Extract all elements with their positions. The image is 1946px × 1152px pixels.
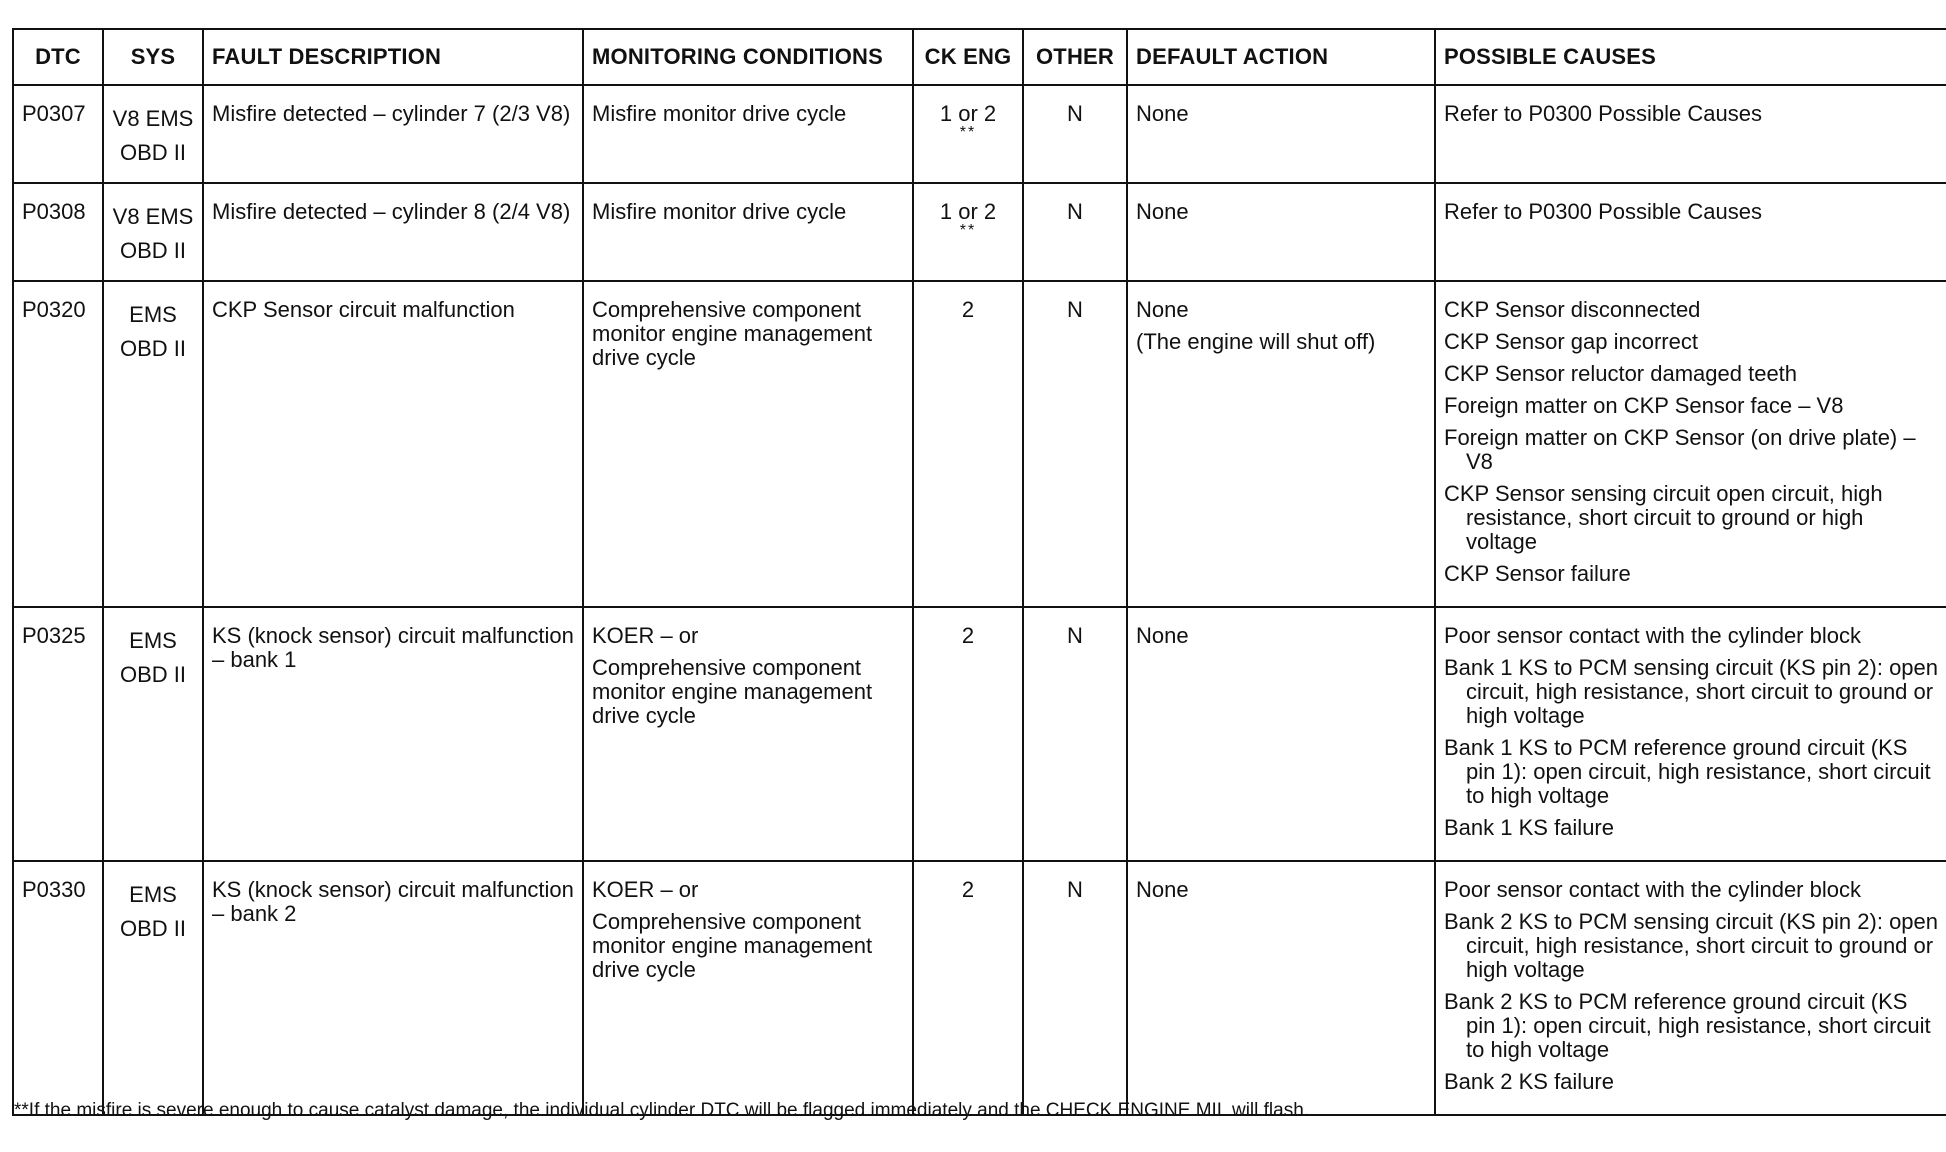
table-row <box>13 85 1946 183</box>
header-monitoring-conditions: MONITORING CONDITIONS <box>583 29 913 85</box>
cause-item: Poor sensor contact with the cylinder block <box>1444 877 1861 902</box>
dtc-code: P0307 <box>13 85 103 183</box>
ck-eng-value: 1 or 2 <box>939 199 997 224</box>
default-action-line: None <box>1136 199 1189 224</box>
sys-line: OBD II <box>119 238 186 263</box>
cause-item: Bank 1 KS to PCM sensing circuit (KS pin 2): open circuit, high resistance, short circuit to ground or high voltage <box>1444 655 1939 728</box>
other-value: N <box>1023 183 1127 281</box>
sys-cell <box>103 85 203 183</box>
other-value: N <box>1023 85 1127 183</box>
sys-cell <box>103 861 203 1115</box>
ck-eng-value: 2 <box>961 877 975 902</box>
fault-description: KS (knock sensor) circuit malfunction – bank 1 <box>203 607 583 861</box>
default-action <box>1127 607 1435 861</box>
monitoring-item: Misfire monitor drive cycle <box>592 199 847 224</box>
fault-description: KS (knock sensor) circuit malfunction – bank 2 <box>203 861 583 1115</box>
header-dtc: DTC <box>13 29 103 85</box>
cause-item: Foreign matter on CKP Sensor (on drive plate) – V8 <box>1444 425 1916 474</box>
other-value: N <box>1023 861 1127 1115</box>
cause-item: Bank 2 KS to PCM sensing circuit (KS pin 2): open circuit, high resistance, short circuit to ground or high voltage <box>1444 909 1939 982</box>
ck-eng-cell <box>913 861 1023 1115</box>
monitoring-item: Comprehensive component monitor engine management drive cycle <box>592 297 873 370</box>
ck-eng-cell <box>913 607 1023 861</box>
table-header <box>13 29 1946 85</box>
fault-description: Misfire detected – cylinder 7 (2/3 V8) <box>203 85 583 183</box>
sys-line: OBD II <box>119 662 186 687</box>
sys-line: OBD II <box>119 140 186 165</box>
table-row <box>13 281 1946 607</box>
default-action <box>1127 861 1435 1115</box>
dtc-table <box>12 28 1946 1116</box>
header-other: OTHER <box>1023 29 1127 85</box>
cause-item: Bank 1 KS failure <box>1444 815 1614 840</box>
default-action <box>1127 183 1435 281</box>
dtc-code: P0308 <box>13 183 103 281</box>
cause-item: CKP Sensor reluctor damaged teeth <box>1444 361 1798 386</box>
cause-item: CKP Sensor gap incorrect <box>1444 329 1698 354</box>
possible-causes <box>1435 183 1946 281</box>
sys-cell <box>103 281 203 607</box>
header-default-action: DEFAULT ACTION <box>1127 29 1435 85</box>
table-row <box>13 861 1946 1115</box>
monitoring-conditions <box>583 861 913 1115</box>
sys-line: V8 EMS <box>112 106 194 131</box>
sys-line: EMS <box>129 882 177 907</box>
header-ck-eng: CK ENG <box>913 29 1023 85</box>
ck-eng-footnote-mark: ** <box>959 124 977 141</box>
default-action-line: None <box>1136 877 1189 902</box>
monitoring-item: KOER – or <box>592 623 699 648</box>
cause-item: CKP Sensor disconnected <box>1444 297 1701 322</box>
ck-eng-value: 1 or 2 <box>939 101 997 126</box>
header-sys: SYS <box>103 29 203 85</box>
dtc-code: P0325 <box>13 607 103 861</box>
default-action <box>1127 281 1435 607</box>
monitoring-conditions <box>583 281 913 607</box>
table-row <box>13 607 1946 861</box>
sys-line: OBD II <box>119 336 186 361</box>
fault-description: CKP Sensor circuit malfunction <box>203 281 583 607</box>
dtc-code: P0330 <box>13 861 103 1115</box>
cause-item: Bank 1 KS to PCM reference ground circuit (KS pin 1): open circuit, high resistance, short circuit to high voltage <box>1444 735 1931 808</box>
cause-item: Bank 2 KS failure <box>1444 1069 1614 1094</box>
cause-item: Bank 2 KS to PCM reference ground circuit (KS pin 1): open circuit, high resistance, short circuit to high voltage <box>1444 989 1931 1062</box>
possible-causes <box>1435 861 1946 1115</box>
ck-eng-footnote-mark: ** <box>959 222 977 239</box>
footnote: **If the misfire is severe enough to cause catalyst damage, the individual cylinder DTC will be flagged immediately and the CHECK ENGINE MIL will flash. <box>14 1100 1310 1121</box>
monitoring-item: KOER – or <box>592 877 699 902</box>
table-row <box>13 183 1946 281</box>
sys-line: OBD II <box>119 916 186 941</box>
default-action-line: None <box>1136 101 1189 126</box>
dtc-code: P0320 <box>13 281 103 607</box>
other-value: N <box>1023 607 1127 861</box>
fault-description: Misfire detected – cylinder 8 (2/4 V8) <box>203 183 583 281</box>
header-fault-description: FAULT DESCRIPTION <box>203 29 583 85</box>
sys-cell <box>103 183 203 281</box>
cause-item: Foreign matter on CKP Sensor face – V8 <box>1444 393 1844 418</box>
monitoring-conditions <box>583 183 913 281</box>
header-possible-causes: POSSIBLE CAUSES <box>1435 29 1946 85</box>
cause-item: Refer to P0300 Possible Causes <box>1444 199 1762 224</box>
sys-line: V8 EMS <box>112 204 194 229</box>
ck-eng-cell <box>913 183 1023 281</box>
other-value: N <box>1023 281 1127 607</box>
sys-cell <box>103 607 203 861</box>
cause-item: Refer to P0300 Possible Causes <box>1444 101 1762 126</box>
cause-item: CKP Sensor sensing circuit open circuit, high resistance, short circuit to ground or high voltage <box>1444 481 1883 554</box>
cause-item: Poor sensor contact with the cylinder block <box>1444 623 1861 648</box>
cause-item: CKP Sensor failure <box>1444 561 1631 586</box>
default-action-line: None <box>1136 623 1189 648</box>
monitoring-conditions <box>583 607 913 861</box>
possible-causes <box>1435 607 1946 861</box>
ck-eng-value: 2 <box>961 297 975 322</box>
monitoring-conditions <box>583 85 913 183</box>
ck-eng-cell <box>913 281 1023 607</box>
default-action-line: None <box>1136 297 1189 322</box>
possible-causes <box>1435 281 1946 607</box>
sys-line: EMS <box>129 628 177 653</box>
header-row <box>13 29 1946 85</box>
monitoring-item: Misfire monitor drive cycle <box>592 101 847 126</box>
default-action <box>1127 85 1435 183</box>
default-action-line: (The engine will shut off) <box>1136 329 1376 354</box>
table-body <box>13 85 1946 1115</box>
ck-eng-cell <box>913 85 1023 183</box>
monitoring-item: Comprehensive component monitor engine management drive cycle <box>592 909 873 982</box>
ck-eng-value: 2 <box>961 623 975 648</box>
sys-line: EMS <box>129 302 177 327</box>
possible-causes <box>1435 85 1946 183</box>
monitoring-item: Comprehensive component monitor engine management drive cycle <box>592 655 873 728</box>
